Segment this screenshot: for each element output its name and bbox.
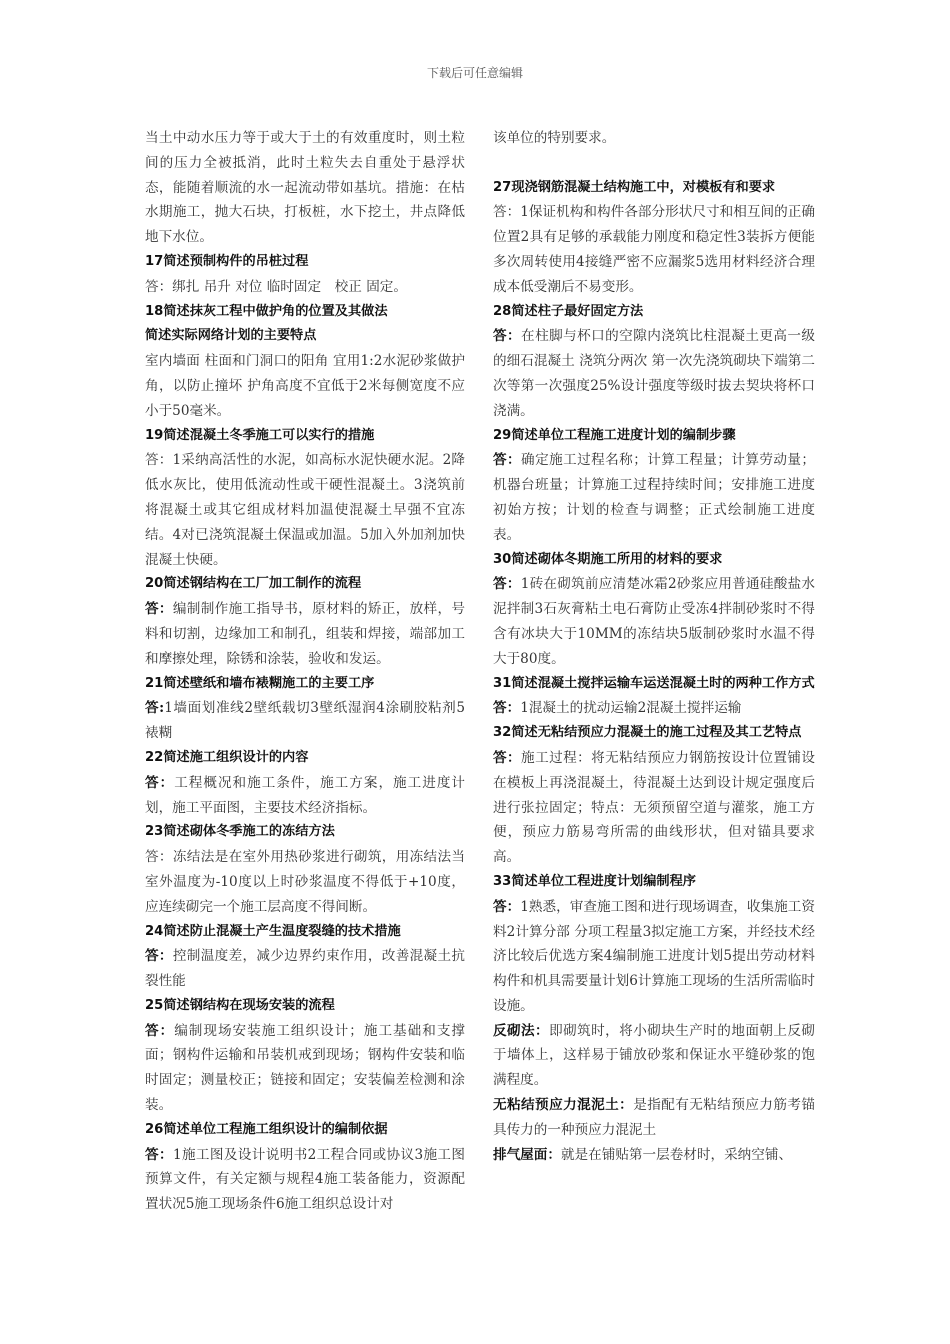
answer-text: 答：1保证机构和构件各部分形状尺寸和相互间的正确位置2具有足够的承载能力刚度和稳定性3装拆方便能多次周转使用4接缝严密不应漏浆5选用材料经济合理成本低受潮后不易变形。 (493, 204, 815, 295)
question-heading: 28简述柱子最好固定方法 (493, 303, 644, 319)
answer-label: 答： (493, 749, 522, 766)
question-heading: 29简述单位工程施工进度计划的编制步骤 (493, 427, 736, 443)
answer-label: 无粘结预应力混泥土： (493, 1097, 634, 1114)
question-heading: 27现浇钢筋混凝土结构施工中，对模板有和要求 (493, 179, 776, 195)
question-heading: 22简述施工组织设计的内容 (145, 749, 309, 765)
answer-label: 答： (493, 700, 521, 717)
question-heading: 23简述砌体冬季施工的冻结方法 (145, 824, 335, 840)
question-heading: 20简述钢结构在工厂加工制作的流程 (145, 576, 362, 592)
answer-label: 答： (493, 576, 521, 593)
question-heading: 26简述单位工程施工组织设计的编制依据 (145, 1121, 388, 1137)
answer-text: 1混凝土的扰动运输2混凝土搅拌运输 (520, 700, 742, 717)
answer-paragraph (145, 448, 465, 572)
answer-label: 答： (145, 1146, 173, 1163)
answer-paragraph (145, 275, 465, 300)
answer-label: 答： (493, 328, 522, 345)
question-heading: 31简述混凝土搅拌运输车运送混凝土时的两种工作方式 (493, 675, 815, 691)
answer-paragraph (493, 1019, 815, 1093)
answer-label: 答： (493, 898, 521, 915)
answer-text: 即砌筑时，将小砌块生产时的地面朝上反砌于墙体上，这样易于铺放砂浆和保证水平缝砂浆的饱满程度。 (493, 1022, 816, 1089)
answer-text: 就是在铺贴第一层卷材时，采纳空铺、 (560, 1146, 793, 1163)
answer-text: 是指配有无粘结预应力筋考锚具传力的一种预应力混泥土 (493, 1097, 816, 1138)
question-heading: 32简述无粘结预应力混凝土的施工过程及其工艺特点 (493, 725, 802, 741)
question-heading: 30简述砌体冬期施工所用的材料的要求 (493, 551, 723, 567)
answer-paragraph (493, 200, 815, 299)
answer-label: 答： (145, 774, 175, 791)
answer-paragraph (145, 597, 465, 671)
body-paragraph: 当土中动水压力等于或大于土的有效重度时，则土粒间的压力全被抵消，此时土粒失去自重处于悬浮状态，能随着顺流的水一起流动带如基坑。措施：在枯水期施工，抛大石块，打板桩，水下挖土，井点降低地下水位。 (145, 130, 465, 246)
body-paragraph: 该单位的特别要求。 (493, 130, 616, 146)
page-header: 下载后可任意编辑 (426, 66, 523, 80)
answer-paragraph (145, 944, 465, 994)
answer-text: 编制现场安装施工组织设计；施工基础和支撑面；钢构件运输和吊装机戒到现场；钢构件安装和临时固定；测量校正；链接和固定；安装偏差检测和涂装。 (145, 1022, 466, 1114)
question-heading: 19简述混凝土冬季施工可以实行的措施 (145, 427, 375, 443)
answer-paragraph (493, 696, 815, 721)
answer-paragraph (493, 1093, 815, 1143)
answer-paragraph (145, 845, 465, 919)
question-heading: 18简述抹灰工程中做护角的位置及其做法 (145, 303, 388, 319)
answer-text: 答：冻结法是在室外用热砂浆进行砌筑，用冻结法当室外温度为-10度以上时砂浆温度不得低于+10度，应连续砌完一个施工层高度不得间断。 (145, 849, 465, 915)
question-heading: 17简述预制构件的吊桩过程 (145, 253, 309, 269)
question-heading: 21简述壁纸和墙布裱糊施工的主要工序 (145, 675, 375, 691)
answer-paragraph (493, 895, 815, 1019)
answer-text: 1墙面划准线2壁纸载切3壁纸湿润4涂刷胶粘剂5裱糊 (145, 700, 465, 742)
answer-text: 施工过程：将无粘结预应力钢筋按设计位置铺设在模板上再浇混凝土，待混凝土达到设计规定强度后进行张拉固定；特点：无须预留空道与灌浆，施工方便，预应力筋易弯所需的曲线形状，但对锚具要求高。 (493, 749, 816, 866)
answer-label: 答： (145, 948, 173, 965)
right-column (493, 126, 815, 1167)
answer-label: 答: (145, 700, 165, 717)
answer-paragraph (493, 746, 815, 870)
answer-label: 答： (493, 452, 522, 469)
answer-paragraph (145, 1019, 465, 1118)
left-column (145, 126, 465, 1217)
question-heading: 24简述防止混凝土产生温度裂缝的技术措施 (145, 923, 401, 939)
answer-text: 答：1采纳高活性的水泥，如高标水泥快硬水泥。2降低水灰比，使用低流动性或干硬性混凝土。3浇筑前将混凝土或其它组成材料加温使混凝土早强不宜冻结。4对已浇筑混凝土保温或加温。5加入外加剂加快混凝土快硬。 (145, 452, 465, 568)
answer-label: 排气屋面： (493, 1146, 561, 1163)
question-heading: 25简述钢结构在现场安装的流程 (145, 997, 335, 1013)
answer-paragraph (493, 1143, 815, 1168)
answer-text: 在柱脚与杯口的空隙内浇筑比柱混凝土更高一级的细石混凝土 浇筑分两次 第一次先浇筑砌块下端第二次等第一次强度25%设计强度等级时拔去契块将杯口浇满。 (493, 328, 816, 419)
answer-text: 1砖在砌筑前应清楚冰霜2砂浆应用普通硅酸盐水泥拌制3石灰膏粘土电石膏防止受冻4拌制砂浆时不得含有冰块大于10MM的冻结块5版制砂浆时水温不得大于80度。 (493, 576, 816, 667)
answer-text: 工程概况和施工条件，施工方案，施工进度计划，施工平面图，主要技术经济指标。 (145, 774, 466, 816)
answer-text: 编制制作施工指导书，原材料的矫正，放样，号料和切割，边缘加工和制孔，组装和焊接，端部加工和摩擦处理，除锈和涂装，验收和发运。 (145, 601, 466, 667)
answer-text: 确定施工过程名称；计算工程量；计算劳动量；机器台班量；计算施工过程持续时间；安排施工进度初始方按；计划的检查与调整；正式绘制施工进度表。 (493, 452, 816, 543)
body-paragraph: 室内墙面 柱面和门洞口的阳角 宜用1:2水泥砂浆做护角，以防止撞坏 护角高度不宜低于2米每侧宽度不应小于50毫米。 (145, 353, 465, 419)
answer-label: 答： (145, 1022, 175, 1039)
answer-paragraph (493, 448, 815, 547)
answer-paragraph (493, 324, 815, 423)
answer-paragraph (493, 572, 815, 671)
question-heading: 简述实际网络计划的主要特点 (145, 328, 317, 344)
answer-paragraph (145, 1143, 465, 1217)
answer-label: 反砌法： (493, 1022, 550, 1039)
answer-text: 答：绑扎 吊升 对位 临时固定 校正 固定。 (145, 278, 407, 295)
answer-text: 1熟悉，审查施工图和进行现场调查，收集施工资料2计算分部 分项工程量3拟定施工方案，并经技术经济比较后优选方案4编制施工进度计划5提出劳动材料 构件和机具需要量计划6计算施工现场的生活所需临时设施。 (493, 898, 815, 1014)
answer-text: 控制温度差，减少边界约束作用，改善混凝土抗裂性能 (145, 948, 466, 990)
answer-paragraph (145, 696, 465, 746)
answer-label: 答： (145, 601, 173, 618)
answer-text: 1施工图及设计说明书2工程合同或协议3施工图预算文件，有关定额与规程4施工装备能力，资源配置状况5施工现场条件6施工组织总设计对 (145, 1146, 465, 1213)
answer-paragraph (145, 771, 465, 821)
spacer (493, 151, 815, 176)
question-heading: 33简述单位工程进度计划编制程序 (493, 873, 696, 889)
